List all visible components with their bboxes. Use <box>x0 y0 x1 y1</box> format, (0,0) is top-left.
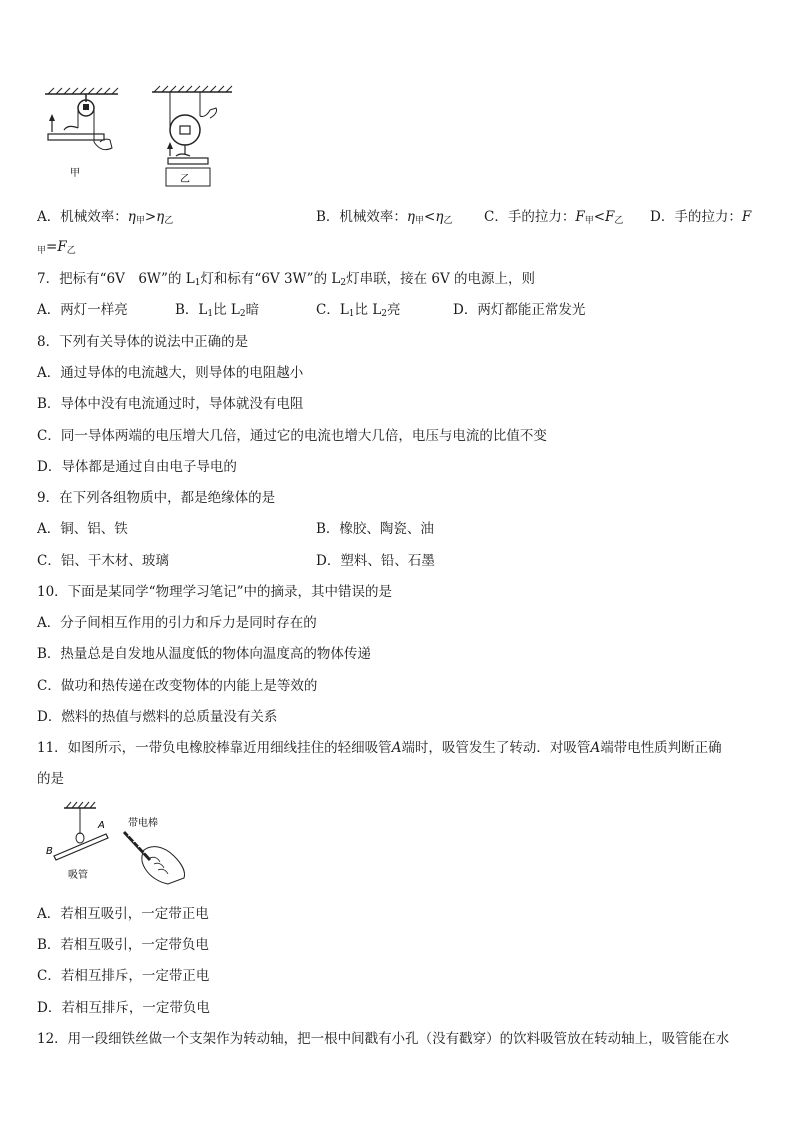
q6-a-sub1: 甲 <box>135 216 145 226</box>
pulley-figure <box>40 84 250 190</box>
q6-d-sym: F <box>741 209 752 225</box>
label-yi: 乙 <box>180 174 190 185</box>
q11-option-c[interactable]: C．若相互排斥，一定带正电 <box>37 968 210 984</box>
q6-c-prefix: C．手的拉力： <box>484 209 576 225</box>
q10-stem: 10．下面是某同学“物理学习笔记”中的摘录，其中错误的是 <box>37 584 392 600</box>
q6-a-sym2: η <box>156 209 165 225</box>
q7-c-part1: C．L <box>316 302 349 318</box>
q11-stem-part3: 端带电性质判断正确 <box>600 740 722 756</box>
q6-b-sym: η <box>406 209 416 225</box>
q7-option-d[interactable] <box>453 301 585 319</box>
straw-label-a: A <box>98 820 105 831</box>
q6-b-op: < <box>424 209 436 225</box>
q6-c-sub2: 乙 <box>614 216 624 226</box>
q8-option-b[interactable]: B．导体中没有电流通过时，导体就没有电阻 <box>37 396 304 412</box>
q7-c-sub1: 1 <box>348 309 355 319</box>
q7-stem-part3: 灯串联，接在 6V 的电源上，则 <box>346 271 535 287</box>
q6-b-sub1: 甲 <box>415 216 425 226</box>
straw-label: 吸管 <box>68 870 88 881</box>
q11-option-a[interactable]: A．若相互吸引，一定带正电 <box>37 906 209 922</box>
q7-stem-sub1: 1 <box>194 278 201 288</box>
q6-d-cont-op: = <box>46 239 58 255</box>
q7-b-sub2: 2 <box>239 309 246 319</box>
q7-d-text: D．两灯都能正常发光 <box>453 302 586 318</box>
label-jia: 甲 <box>70 168 80 179</box>
q6-c-op: < <box>593 209 606 225</box>
q6-a-op: > <box>144 209 157 225</box>
q9-option-b[interactable]: B．橡胶、陶瓷、油 <box>316 521 434 537</box>
q11-stem-part1: 11．如图所示，一带负电橡胶棒靠近用细线挂住的轻细吸管 <box>37 740 392 756</box>
q10-option-a[interactable]: A．分子间相互作用的引力和斥力是同时存在的 <box>37 615 317 631</box>
q6-option-d-cont <box>37 238 76 260</box>
q7-stem-part2: 灯和标有“6V 3W”的 L <box>200 271 341 287</box>
q6-option-d[interactable] <box>650 208 751 226</box>
q11-stem-cont: 的是 <box>37 771 64 787</box>
q8-option-a[interactable]: A．通过导体的电流越大，则导体的电阻越小 <box>37 365 304 381</box>
q7-option-a[interactable] <box>37 301 128 319</box>
q9-option-c[interactable]: C．铝、干木材、玻璃 <box>37 553 169 569</box>
pulley-yi <box>152 86 232 186</box>
q6-c-sym: F <box>575 209 585 225</box>
q11-option-b[interactable]: B．若相互吸引，一定带负电 <box>37 937 209 953</box>
q6-b-prefix: B．机械效率： <box>316 209 407 225</box>
straw-rod-figure <box>40 798 200 888</box>
q11-option-d[interactable]: D．若相互排斥，一定带负电 <box>37 1000 210 1016</box>
q11-stem-a2: A <box>590 740 601 756</box>
pulley-jia <box>45 88 118 179</box>
q7-b-part2: 比 L <box>213 302 240 318</box>
q6-b-sym2: η <box>435 209 444 225</box>
q6-d-prefix: D．手的拉力： <box>650 209 742 225</box>
q11-stem-part2: 端时，吸管发生了转动．对吸管 <box>401 740 591 756</box>
q6-a-sub2: 乙 <box>164 216 174 226</box>
rod-label: 带电棒 <box>128 818 158 829</box>
q7-b-part3: 暗 <box>245 302 260 318</box>
q8-stem: 8．下列有关导体的说法中正确的是 <box>37 334 249 350</box>
q7-c-part3: 亮 <box>387 302 401 318</box>
q6-c-sub1: 甲 <box>584 216 594 226</box>
q11-stem-a1: A <box>391 740 402 756</box>
q7-c-part2: 比 L <box>354 302 382 318</box>
q6-option-b[interactable] <box>316 208 452 230</box>
q7-stem-part1: 7．把标有“6V 6W”的 L <box>37 271 195 287</box>
q7-b-part1: B．L <box>175 302 208 318</box>
q7-c-sub2: 2 <box>381 309 388 319</box>
q6-d-cont-sub2: 乙 <box>66 246 76 256</box>
q12-stem: 12．用一段细铁丝做一个支架作为转动轴，把一根中间戳有小孔（没有戳穿）的饮料吸管放在转动轴上，吸管能在水 <box>37 1031 730 1047</box>
straw-label-b: B <box>46 846 53 857</box>
q8-option-d[interactable]: D．导体都是通过自由电子导电的 <box>37 459 237 475</box>
q6-b-sub2: 乙 <box>443 216 453 226</box>
q6-option-a[interactable] <box>37 208 173 230</box>
q10-option-c[interactable]: C．做功和热传递在改变物体的内能上是等效的 <box>37 678 318 694</box>
q6-a-prefix: A．机械效率： <box>37 209 128 225</box>
q6-c-sym2: F <box>605 209 615 225</box>
q8-option-c[interactable]: C．同一导体两端的电压增大几倍，通过它的电流也增大几倍，电压与电流的比值不变 <box>37 428 547 444</box>
q7-stem-sub2: 2 <box>340 278 347 288</box>
q9-option-a[interactable]: A．铜、铝、铁 <box>37 521 128 537</box>
q9-stem: 9．在下列各组物质中，都是绝缘体的是 <box>37 490 276 506</box>
q10-option-d[interactable]: D．燃料的热值与燃料的总质量没有关系 <box>37 709 278 725</box>
q6-option-c[interactable] <box>484 208 623 230</box>
q9-option-d[interactable]: D．塑料、铅、石墨 <box>316 553 435 569</box>
q6-d-cont-sym: F <box>57 239 67 255</box>
q6-a-sym: η <box>127 209 136 225</box>
q11-stem <box>37 739 722 757</box>
q6-d-cont-sub1: 甲 <box>37 246 47 256</box>
q10-option-b[interactable]: B．热量总是自发地从温度低的物体向温度高的物体传递 <box>37 646 371 662</box>
q7-option-b[interactable] <box>175 301 259 323</box>
q7-b-sub1: 1 <box>207 309 214 319</box>
q7-a-text: A．两灯一样亮 <box>37 302 128 318</box>
q7-option-c[interactable] <box>316 301 401 323</box>
q7-stem <box>37 270 535 292</box>
